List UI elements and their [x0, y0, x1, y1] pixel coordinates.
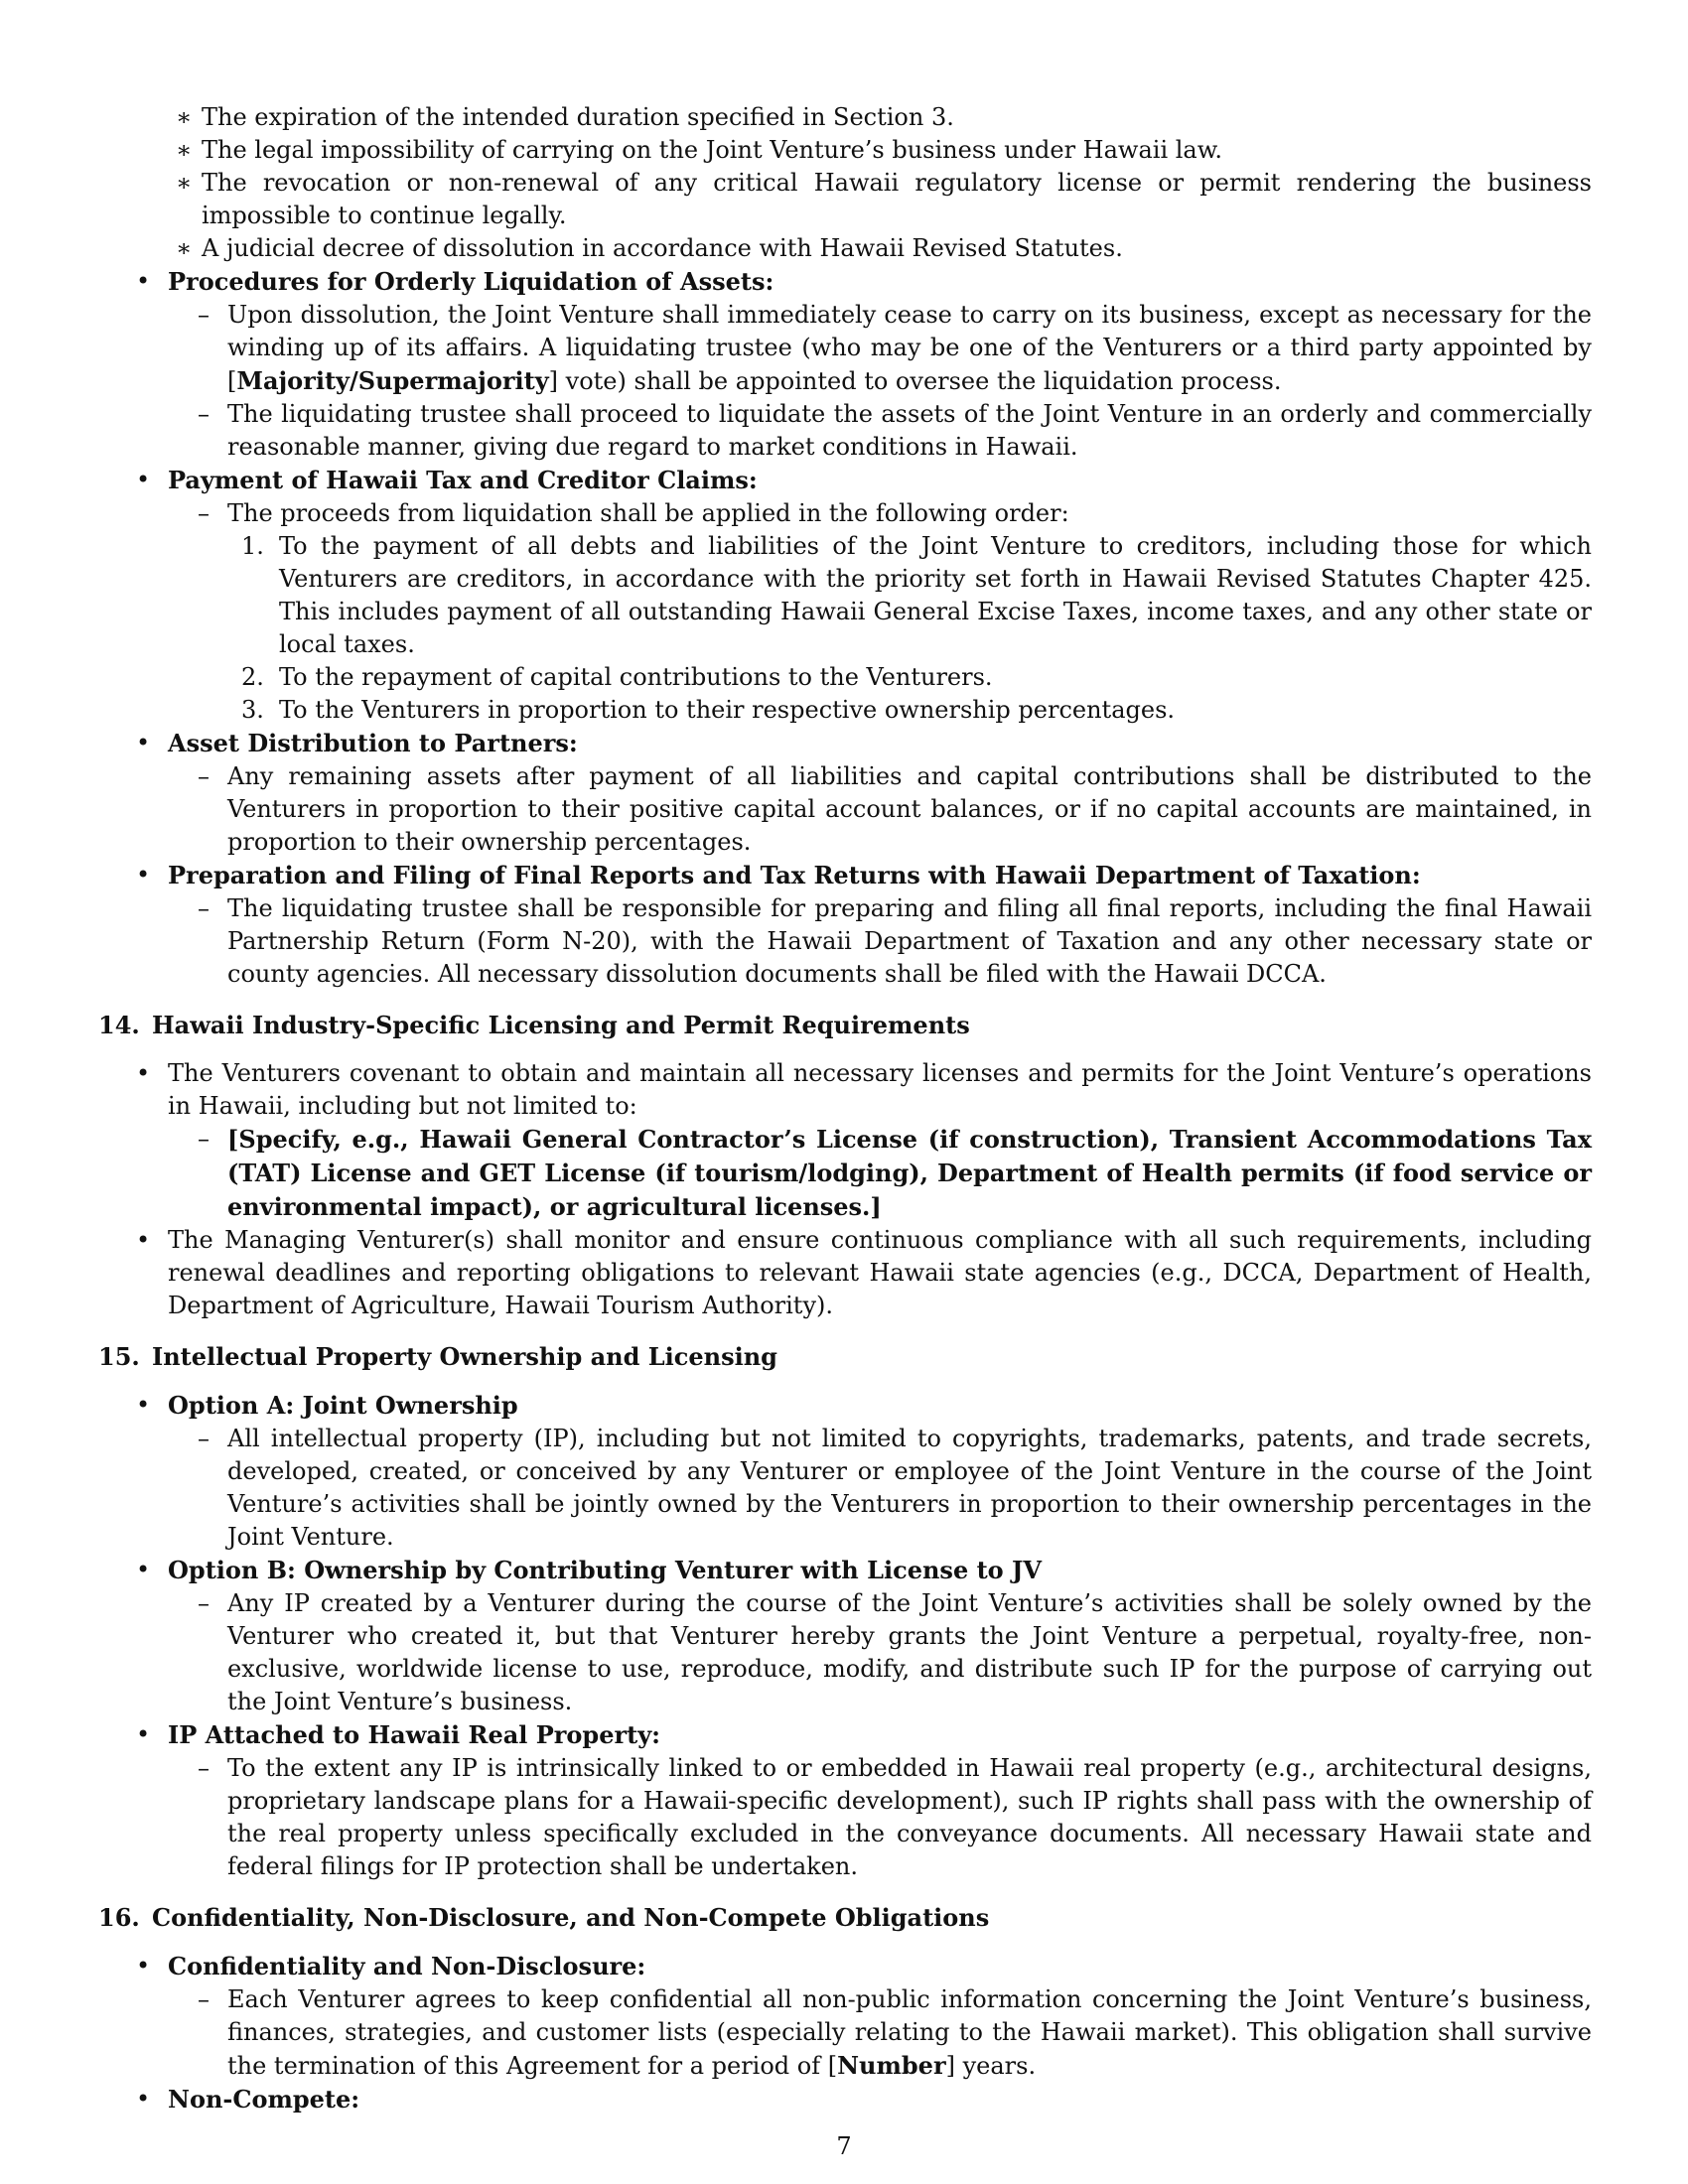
liquidation-heading: Procedures for Orderly Liquidation of Assets:: [168, 267, 774, 296]
list-item: • The Managing Venturer(s) shall monitor and ensure continuous compliance with all such requirements, including renewal deadlines and reporting obligations to relevant Hawaii state agencies (e.g., DCCA, Department of Health, Department of Agriculture, Hawaii Tourism Authority).: [98, 1224, 1592, 1322]
list-item: ∗ A judicial decree of dissolution in accordance with Hawaii Revised Statutes.: [150, 232, 1592, 265]
asset-distribution-sublist: [168, 760, 1592, 859]
list-item: 1. To the payment of all debts and liabilities of the Joint Venture to creditors, including those for which Venturers are creditors, in accordance with the priority set forth in Hawaii Revised Statutes Chapter 425. This includes payment of all outstanding Hawaii General Excise Taxes, income taxes, and any other state or local taxes.: [241, 532, 1592, 658]
list-item: ∗ The expiration of the intended duration specified in Section 3.: [150, 101, 1592, 134]
priority-order-list: [227, 530, 1592, 727]
dissolution-events-list: [150, 101, 1592, 265]
section-16-list: [98, 1950, 1592, 2116]
page-number: 7: [836, 2132, 852, 2160]
list-item: ∗ The revocation or non-renewal of any critical Hawaii regulatory license or permit rendering the business impossible to continue legally.: [150, 167, 1592, 232]
non-compete-item: • Non-Compete:: [98, 2083, 1592, 2116]
list-item: [168, 1123, 1592, 1224]
list-item: ∗ The legal impossibility of carrying on the Joint Venture’s business under Hawaii law.: [150, 134, 1592, 167]
list-item: – To the extent any IP is intrinsically linked to or embedded in Hawaii real property (e.g., architectural designs, proprietary landscape plans for a Hawaii-specific development), such IP rights shall pass with the ownership of the real property unless specifically excluded in the conveyance documents. All necessary Hawaii state and federal filings for IP protection shall be undertaken.: [168, 1752, 1592, 1883]
section-16-heading: 16. Confidentiality, Non-Disclosure, and Non-Compete Obligations: [98, 1903, 990, 1932]
liquidation-item: [98, 265, 1592, 464]
list-item: – Each Venturer agrees to keep confidential all non-public information concerning the Joint Venture’s business, finances, strategies, and customer lists (especially relating to the Hawaii market). This obligation shall survive the termination of this Agreement for a period of [Number] years.: [168, 1983, 1592, 2083]
list-item: 2. To the repayment of capital contributions to the Venturers.: [241, 663, 993, 691]
tax-claims-heading: Payment of Hawaii Tax and Creditor Claims:: [168, 466, 758, 494]
section-14-heading: 14. Hawaii Industry-Specific Licensing and Permit Requirements: [98, 1011, 970, 1039]
option-b-item: • Option B: Ownership by Contributing Venturer with License to JV – Any IP created by a Venturer during the course of the Joint Venture’s activities shall be solely owned by the Venturer who created it, but that Venturer hereby grants the Joint Venture a perpetual, royalty-free, non-exclusive, worldwide license to use, reproduce, modify, and distribute such IP for the purpose of carrying out the Joint Venture’s business.: [98, 1554, 1592, 1718]
list-item: – The liquidating trustee shall proceed to liquidate the assets of the Joint Venture in an orderly and commercially reasonable manner, giving due regard to market conditions in Hawaii.: [168, 398, 1592, 464]
list-item: – Upon dissolution, the Joint Venture shall immediately cease to carry on its business, except as necessary for the winding up of its affairs. A liquidating trustee (who may be one of the Venturers or a third party appointed by [Majority/Supermajority] vote) shall be appointed to oversee the liquidation process.: [168, 299, 1592, 398]
tax-claims-item: [98, 464, 1592, 727]
liquidation-sublist: [168, 299, 1592, 464]
section-14-list: [98, 1057, 1592, 1322]
list-item: 3. To the Venturers in proportion to their respective ownership percentages.: [241, 696, 1176, 724]
asset-distribution-heading: Asset Distribution to Partners:: [168, 729, 578, 757]
dissolution-continuation: [98, 101, 1592, 265]
final-reports-heading: Preparation and Filing of Final Reports and Tax Returns with Hawaii Department of Taxation:: [168, 861, 1421, 889]
section-15-list: [98, 1389, 1592, 1883]
list-item: – The liquidating trustee shall be responsible for preparing and filing all final reports, including the final Hawaii Partnership Return (Form N-20), with the Hawaii Department of Taxation and any other necessary state or county agencies. All necessary dissolution documents shall be filed with the Hawaii DCCA.: [168, 892, 1592, 991]
list-item: – The proceeds from liquidation shall be applied in the following order: 1. To the payment of all debts and liabilities of the Joint Venture to creditors, including those for which Venturers are creditors, in accordance with the priority set forth in Hawaii Revised Statutes Chapter 425. This includes payment of all outstanding Hawaii General Excise Taxes, income taxes, and any other state or local taxes. 2. To the repayment of capital contributions to the Venturers. 3. To the Venturers in proportion to their respective ownership percentages.: [168, 497, 1592, 727]
list-item: – Any IP created by a Venturer during the course of the Joint Venture’s activities shall be solely owned by the Venturer who created it, but that Venturer hereby grants the Joint Venture a perpetual, royalty-free, non-exclusive, worldwide license to use, reproduce, modify, and distribute such IP for the purpose of carrying out the Joint Venture’s business.: [168, 1587, 1592, 1718]
dissolution-bullets: [98, 265, 1592, 991]
list-item: • The Venturers covenant to obtain and maintain all necessary licenses and permits for the Joint Venture’s operations in Hawaii, including but not limited to: – [Specify, e.g., Hawaii General Contractor’s License (if construction), Transient Accommodations Tax (TAT) License and GET License (if tourism/lodging), Department of Health permits (if food service or environmental impact), or agricultural licenses.]: [98, 1057, 1592, 1224]
option-a-item: • Option A: Joint Ownership – All intellectual property (IP), including but not limited to copyrights, trademarks, patents, and trade secrets, developed, created, or conceived by any Venturer or employee of the Joint Venture in the course of the Joint Venture’s activities shall be jointly owned by the Venturers in proportion to their ownership percentages in the Joint Venture.: [98, 1389, 1592, 1554]
real-property-item: • IP Attached to Hawaii Real Property: – To the extent any IP is intrinsically linked to or embedded in Hawaii real property (e.g., architectural designs, proprietary landscape plans for a Hawaii-specific development), such IP rights shall pass with the ownership of the real property unless specifically excluded in the conveyance documents. All necessary Hawaii state and federal filings for IP protection shall be undertaken.: [98, 1718, 1592, 1883]
section-15-heading: 15. Intellectual Property Ownership and Licensing: [98, 1342, 777, 1371]
document-page: [98, 101, 1592, 2116]
list-item: – Any remaining assets after payment of all liabilities and capital contributions shall be distributed to the Venturers in proportion to their positive capital account balances, or if no capital accounts are maintained, in proportion to their ownership percentages.: [168, 760, 1592, 859]
final-reports-item: [98, 859, 1592, 991]
tax-claims-sublist: [168, 497, 1592, 727]
license-placeholder: [Specify, e.g., Hawaii General Contractor’s License (if construction), Transient Accommodations Tax (TAT) License and GET License (if tourism/lodging), Department of Health permits (if food service or environmental impact), or agricultural licenses.]: [227, 1125, 1592, 1221]
confidentiality-item: • Confidentiality and Non-Disclosure: – Each Venturer agrees to keep confidential all non-public information concerning the Joint Venture’s business, finances, strategies, and customer lists (especially relating to the Hawaii market). This obligation shall survive the termination of this Agreement for a period of [Number] years.: [98, 1950, 1592, 2083]
final-reports-sublist: [168, 892, 1592, 991]
list-item: – All intellectual property (IP), including but not limited to copyrights, trademarks, patents, and trade secrets, developed, created, or conceived by any Venturer or employee of the Joint Venture in the course of the Joint Venture’s activities shall be jointly owned by the Venturers in proportion to their ownership percentages in the Joint Venture.: [168, 1423, 1592, 1554]
asset-distribution-item: [98, 727, 1592, 859]
